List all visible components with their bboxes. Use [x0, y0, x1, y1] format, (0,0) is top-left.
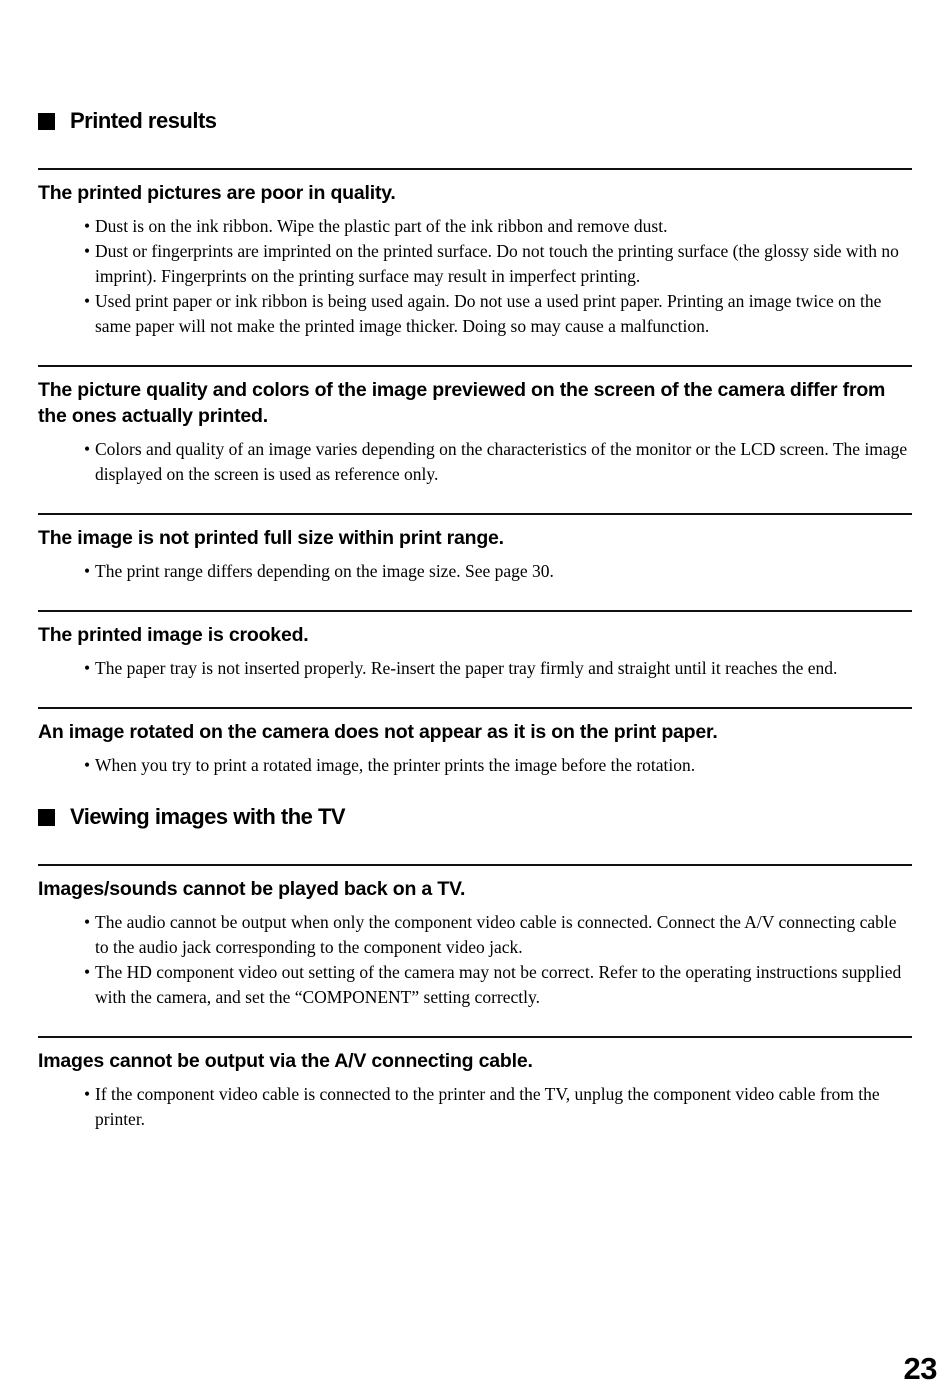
divider-rule [38, 365, 912, 367]
topic-no-output-av-cable [38, 1036, 912, 1132]
section-title-viewing-tv [38, 804, 912, 830]
topic-heading: The picture quality and colors of the image previewed on the screen of the camera differ from the ones actually printed. [38, 379, 886, 427]
topic-no-playback-tv [38, 864, 912, 1010]
topic-image-crooked [38, 610, 912, 681]
bullet-item: • Dust is on the ink ribbon. Wipe the plastic part of the ink ribbon and remove dust. [38, 214, 912, 239]
topic-heading: An image rotated on the camera does not appear as it is on the print paper. [38, 721, 718, 743]
bullet-item: • Colors and quality of an image varies depending on the characteristics of the monitor or the LCD screen. The image displayed on the screen is used as reference only. [38, 437, 912, 487]
topic-heading: Images cannot be output via the A/V connecting cable. [38, 1050, 533, 1072]
divider-rule [38, 168, 912, 170]
section-title-text: Printed results [70, 108, 217, 133]
topic-poor-quality [38, 168, 912, 339]
topic-heading: Images/sounds cannot be played back on a TV. [38, 878, 466, 900]
bullet-item: • Used print paper or ink ribbon is being used again. Do not use a used print paper. Printing an image twice on the same paper will not make the printed image thicker. Doing so may cause a malfunction. [38, 289, 912, 339]
section-title-printed-results [38, 108, 912, 134]
bullet-item: • Dust or fingerprints are imprinted on the printed surface. Do not touch the printing surface (the glossy side with no imprint). Fingerprints on the printing surface may result in imperfect printing. [38, 239, 912, 289]
bullet-item: • The audio cannot be output when only the component video cable is connected. Connect the A/V connecting cable to the audio jack corresponding to the component video jack. [38, 910, 912, 960]
divider-rule [38, 610, 912, 612]
section-marker-icon [38, 809, 55, 826]
bullet-item: • If the component video cable is connected to the printer and the TV, unplug the component video cable from the printer. [38, 1082, 912, 1132]
divider-rule [38, 513, 912, 515]
bullet-item: • When you try to print a rotated image, the printer prints the image before the rotation. [38, 753, 912, 778]
section-title-text: Viewing images with the TV [70, 804, 346, 829]
topic-preview-differs [38, 365, 912, 487]
page-number: 23 [903, 1351, 937, 1386]
topic-heading: The printed pictures are poor in quality. [38, 182, 396, 204]
section-marker-icon [38, 113, 55, 130]
bullet-item: • The paper tray is not inserted properly. Re-insert the paper tray firmly and straight until it reaches the end. [38, 656, 912, 681]
topic-not-full-size [38, 513, 912, 584]
bullet-item: • The HD component video out setting of the camera may not be correct. Refer to the operating instructions supplied with the camera, and set the “COMPONENT” setting correctly. [38, 960, 912, 1010]
bullet-item: • The print range differs depending on the image size. See page 30. [38, 559, 912, 584]
divider-rule [38, 1036, 912, 1038]
divider-rule [38, 707, 912, 709]
topic-heading: The image is not printed full size within print range. [38, 527, 504, 549]
topic-rotated-image [38, 707, 912, 778]
topic-heading: The printed image is crooked. [38, 624, 309, 646]
divider-rule [38, 864, 912, 866]
